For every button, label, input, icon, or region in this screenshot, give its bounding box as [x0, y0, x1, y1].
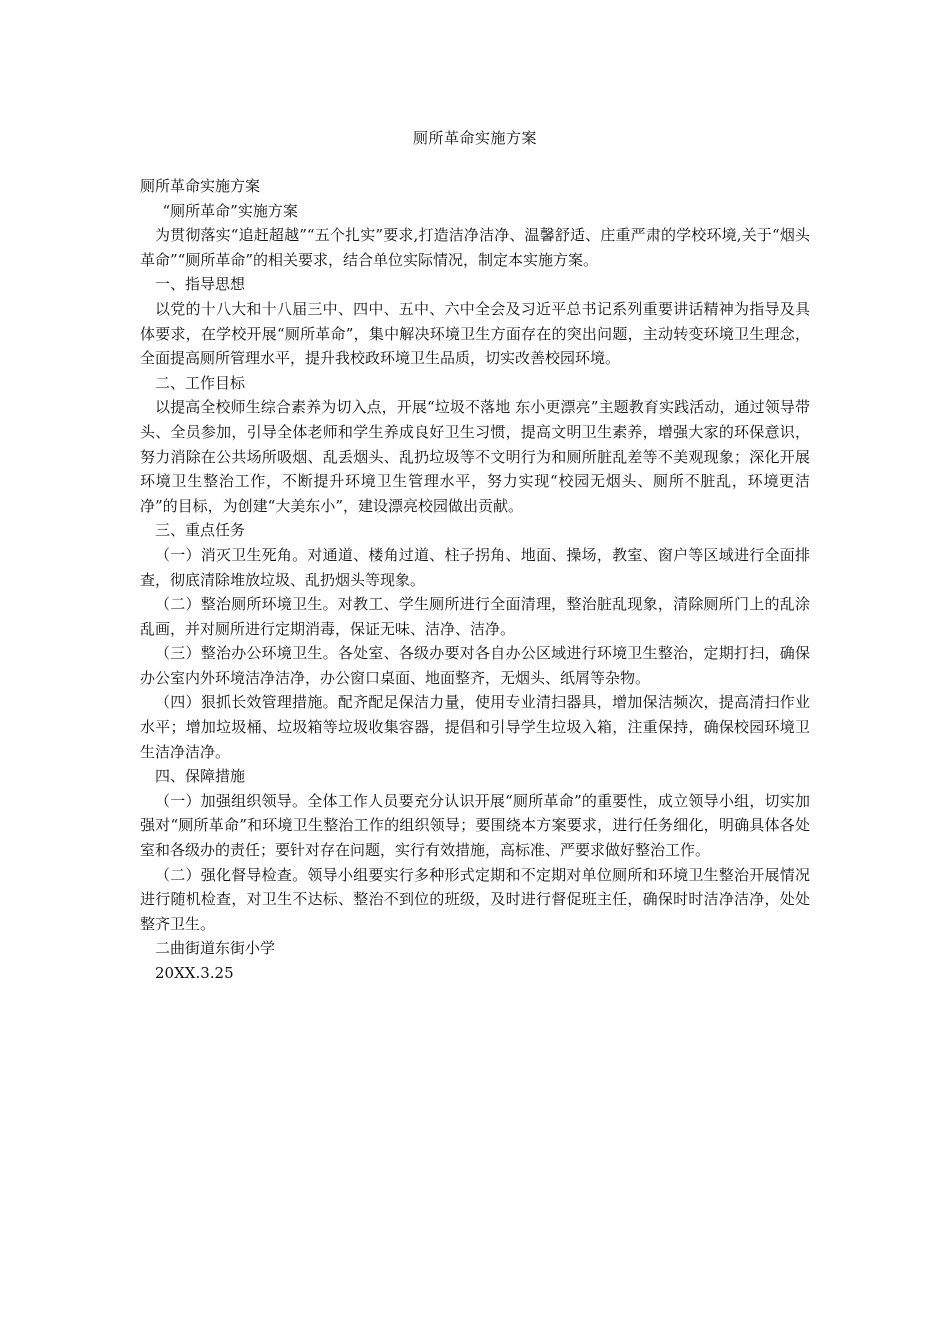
paragraph-measure-1: （一）加强组织领导。全体工作人员要充分认识开展“厕所革命”的重要性，成立领导小组，切实加强对“厕所革命”和环境卫生整治工作的组织领导；要围绕本方案要求，进行任务细化，明确具体各处室和各级办的责任；要针对存在问题，实行有效措施，高标准、严要求做好整治工作。: [140, 791, 810, 860]
paragraph-guiding-idea: 以党的十八大和十八届三中、四中、五中、六中全会及习近平总书记系列重要讲话精神为指导及具体要求，在学校开展“厕所革命”，集中解决环境卫生方面存在的突出问题，主动转变环境卫生理念，全面提高厕所管理水平，提升我校政环境卫生品质，切实改善校园环境。: [140, 299, 810, 368]
paragraph-task-3: （三）整治办公环境卫生。各处室、各级办要对各自办公区域进行环境卫生整治，定期打扫，确保办公室内外环境洁净洁净，办公窗口桌面、地面整齐，无烟头、纸屑等杂物。: [140, 644, 810, 687]
section-heading-1: 一、指导思想: [155, 275, 246, 294]
document-body: [140, 174, 810, 986]
paragraph-intro: 为贯彻落实“追赶超越”“五个扎实”要求,打造洁净洁净、温馨舒适、庄重严肃的学校环境,关于“烟头革命”“厕所革命”的相关要求，结合单位实际情况，制定本实施方案。: [140, 226, 810, 269]
paragraph-goals: 以提高全校师生综合素养为切入点，开展“垃圾不落地 东小更漂亮”主题教育实践活动，通过领导带头、全员参加，引导全体老师和学生养成良好卫生习惯，提高文明卫生素养，增强大家的环保意识，努力消除在公共场所吸烟、乱丢烟头、乱扔垃圾等不文明行为和厕所脏乱差等不美观现象；深化开展环境卫生整治工作，不断提升环境卫生管理水平，努力实现“校园无烟头、厕所不脏乱，环境更洁净”的目标，为创建“大美东小”，建设漂亮校园做出贡献。: [140, 398, 810, 515]
doc-heading-repeat: 厕所革命实施方案: [140, 177, 261, 195]
signature-date: 20XX.3.25: [155, 964, 234, 982]
paragraph-task-2: （二）整治厕所环境卫生。对教工、学生厕所进行全面清理，整治脏乱现象，清除厕所门上的乱涂乱画，并对厕所进行定期消毒，保证无味、洁净、洁净。: [140, 595, 810, 638]
section-heading-3: 三、重点任务: [155, 521, 246, 540]
section-heading-4: 四、保障措施: [155, 767, 246, 786]
doc-subtitle: “厕所革命”实施方案: [162, 201, 298, 220]
paragraph-task-4: （四）狠抓长效管理措施。配齐配足保洁力量，使用专业清扫器具，增加保洁频次，提高清扫作业水平；增加垃圾桶、垃圾箱等垃圾收集容器，提倡和引导学生垃圾入箱，注重保持，确保校园环境卫生洁净洁净。: [140, 693, 810, 761]
signature-organization: 二曲街道东街小学: [155, 939, 276, 958]
paragraph-measure-2: （二）强化督导检查。领导小组要实行多种形式定期和不定期对单位厕所和环境卫生整治开展情况进行随机检查，对卫生不达标、整治不到位的班级，及时进行督促班主任，确保时时洁净洁净，处处整齐卫生。: [140, 865, 810, 933]
paragraph-task-1: （一）消灭卫生死角。对通道、楼角过道、柱子拐角、地面、操场，教室、窗户等区域进行全面排查，彻底清除堆放垃圾、乱扔烟头等现象。: [140, 545, 810, 589]
document-title: 厕所革命实施方案: [412, 129, 537, 147]
section-heading-2: 二、工作目标: [155, 373, 246, 392]
